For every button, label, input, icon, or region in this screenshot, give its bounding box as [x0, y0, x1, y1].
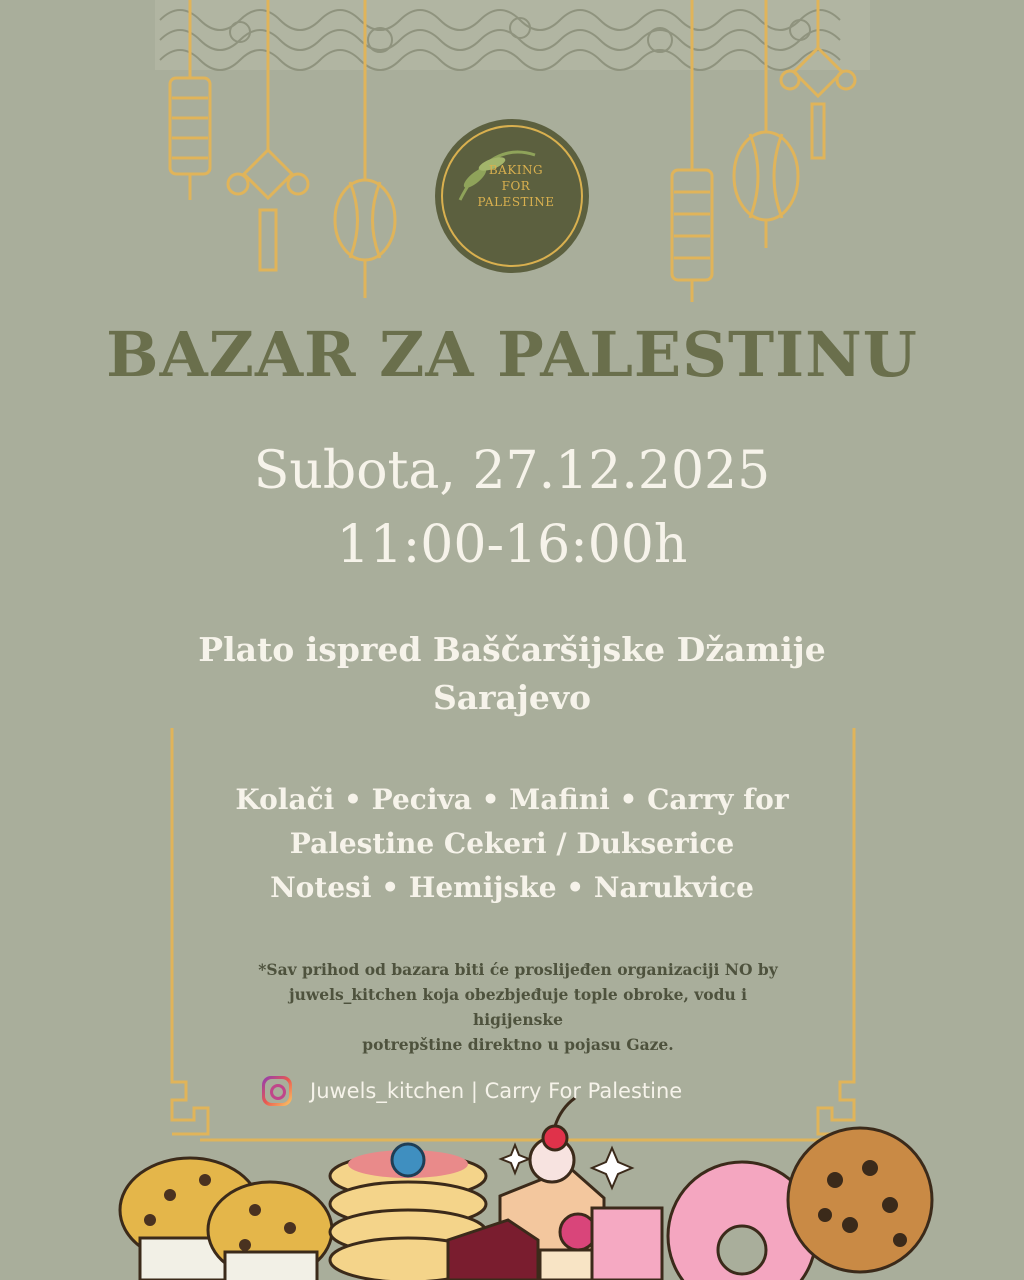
items-line-3: Notesi • Hemijske • Narukvice: [270, 871, 754, 904]
donation-note: [248, 957, 788, 1057]
note-line-3: potrepštine direktno u pojasu Gaze.: [362, 1035, 674, 1054]
top-ornament-band: [155, 0, 870, 70]
items-line-1: Kolači • Peciva • Mafini • Carry for: [235, 783, 789, 816]
logo-line-2: FOR: [501, 179, 531, 193]
event-date: Subota, 27.12.2025: [253, 441, 771, 501]
desserts-illustration: [120, 1098, 932, 1280]
social-text: Juwels_kitchen | Carry For Palestine: [310, 1079, 683, 1103]
instagram-icon: [262, 1076, 292, 1106]
logo-line-3: PALESTINE: [477, 195, 555, 209]
items-list: [232, 778, 792, 910]
logo-line-1: BAKING: [488, 163, 544, 177]
location-line-1: Plato ispred Baščaršijske Džamije: [198, 630, 826, 669]
note-line-2: juwels_kitchen koja obezbjeđuje tople obroke, vodu i higijenske: [288, 985, 747, 1029]
location-line-2: Sarajevo: [432, 678, 592, 717]
note-line-1: *Sav prihod od bazara biti će proslijeđen organizaciji NO by: [258, 960, 778, 979]
event-time: 11:00-16:00h: [336, 515, 688, 575]
event-title: BAZAR ZA PALESTINU: [106, 318, 918, 391]
logo-text: [436, 162, 596, 210]
items-line-2: Palestine Cekeri / Dukserice: [289, 827, 735, 860]
social-handle: [262, 1072, 682, 1110]
